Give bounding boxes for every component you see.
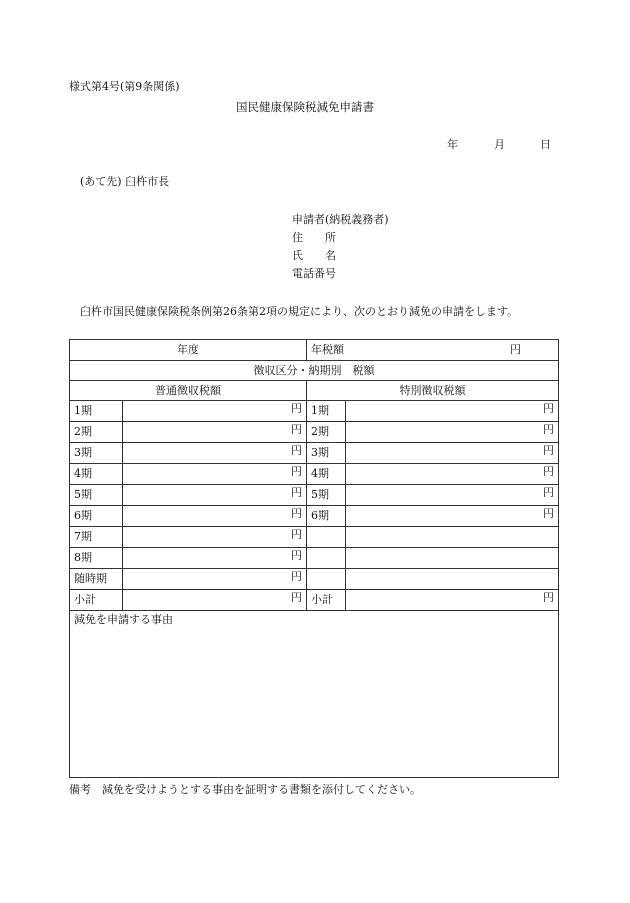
ordinary-period-amount[interactable] [123, 422, 307, 443]
special-period-amount[interactable] [346, 464, 559, 485]
special-period-amount[interactable] [346, 422, 559, 443]
date-year-label: 年 [447, 138, 458, 151]
special-period-label: 2期 [307, 422, 346, 443]
special-period-label: 4期 [307, 464, 346, 485]
special-period-yen: 円 [543, 486, 554, 499]
ordinary-period-label: 8期 [70, 548, 123, 569]
special-period-label: 3期 [307, 443, 346, 464]
special-period-amount[interactable] [346, 506, 559, 527]
annual-tax-yen: 円 [510, 343, 521, 356]
ordinary-period-amount[interactable] [123, 485, 307, 506]
special-period-amount[interactable] [346, 485, 559, 506]
fiscal-year-cell[interactable] [70, 340, 307, 361]
period-row [70, 464, 559, 485]
ordinary-period-label: 2期 [70, 422, 123, 443]
reduction-reason-field[interactable] [70, 611, 559, 778]
ordinary-period-yen: 円 [291, 549, 302, 562]
addressee: (あて先) 臼杵市長 [80, 175, 170, 188]
special-period-amount[interactable] [346, 569, 559, 590]
date-day-label: 日 [540, 138, 551, 151]
ordinary-period-yen: 円 [291, 423, 302, 436]
ordinary-period-yen: 円 [291, 528, 302, 541]
ordinary-period-label: 6期 [70, 506, 123, 527]
fiscal-year-label: 年度 [177, 343, 199, 356]
reduction-reason-label: 減免を申請する事由 [74, 613, 173, 626]
ordinary-subtotal-yen: 円 [291, 591, 302, 604]
ordinary-subtotal-label: 小計 [70, 590, 123, 611]
special-period-yen: 円 [543, 465, 554, 478]
fiscal-year-row [70, 340, 559, 361]
special-subtotal-label: 小計 [307, 590, 346, 611]
ordinary-period-amount[interactable] [123, 401, 307, 422]
special-period-amount[interactable] [346, 527, 559, 548]
special-period-amount[interactable] [346, 548, 559, 569]
special-period-label: 5期 [307, 485, 346, 506]
special-period-label [307, 527, 346, 548]
special-period-yen: 円 [543, 423, 554, 436]
applicant-phone-label: 電話番号 [292, 267, 336, 280]
remarks-note: 備考 減免を受けようとする事由を証明する書類を添付してください。 [69, 783, 421, 796]
ordinary-period-yen: 円 [291, 507, 302, 520]
ordinary-period-label: 1期 [70, 401, 123, 422]
period-row [70, 422, 559, 443]
special-period-label [307, 569, 346, 590]
period-row [70, 401, 559, 422]
ordinary-period-label: 7期 [70, 527, 123, 548]
period-row [70, 506, 559, 527]
ordinary-period-label: 4期 [70, 464, 123, 485]
special-period-yen: 円 [543, 402, 554, 415]
special-period-label: 6期 [307, 506, 346, 527]
ordinary-subtotal-amount[interactable] [123, 590, 307, 611]
ordinary-period-label: 3期 [70, 443, 123, 464]
period-row [70, 527, 559, 548]
special-period-yen: 円 [543, 507, 554, 520]
ordinary-period-amount[interactable] [123, 506, 307, 527]
period-row [70, 485, 559, 506]
annual-tax-label: 年税額 [311, 343, 344, 356]
special-subtotal-amount[interactable] [346, 590, 559, 611]
ordinary-period-label: 随時期 [70, 569, 123, 590]
applicant-name-label: 氏 名 [292, 249, 336, 262]
ordinary-period-yen: 円 [291, 402, 302, 415]
applicant-heading: 申請者(納税義務者) [292, 213, 389, 226]
ordinary-period-yen: 円 [291, 486, 302, 499]
ordinary-period-amount[interactable] [123, 443, 307, 464]
special-period-label [307, 548, 346, 569]
applicant-address-label: 住 所 [292, 231, 336, 244]
ordinary-period-yen: 円 [291, 570, 302, 583]
date-month-label: 月 [494, 138, 505, 151]
special-period-yen: 円 [543, 444, 554, 457]
ordinary-period-amount[interactable] [123, 548, 307, 569]
ordinary-period-amount[interactable] [123, 464, 307, 485]
tax-reduction-table [69, 339, 559, 778]
ordinary-period-amount[interactable] [123, 527, 307, 548]
ordinary-period-amount[interactable] [123, 569, 307, 590]
special-collection-header: 特別徴収税額 [307, 381, 559, 401]
period-row [70, 548, 559, 569]
special-period-label: 1期 [307, 401, 346, 422]
ordinary-collection-header: 普通徴収税額 [70, 381, 307, 401]
special-period-amount[interactable] [346, 443, 559, 464]
subtotal-row [70, 590, 559, 611]
period-row [70, 443, 559, 464]
annual-tax-cell[interactable] [307, 340, 559, 361]
ordinary-period-yen: 円 [291, 444, 302, 457]
special-subtotal-yen: 円 [543, 591, 554, 604]
period-row [70, 569, 559, 590]
application-statement: 臼杵市国民健康保険税条例第26条第2項の規定により、次のとおり減免の申請をします。 [80, 305, 519, 318]
breakdown-header: 徴収区分・納期別 税額 [70, 361, 559, 381]
special-period-amount[interactable] [346, 401, 559, 422]
ordinary-period-yen: 円 [291, 465, 302, 478]
ordinary-period-label: 5期 [70, 485, 123, 506]
form-number: 様式第4号(第9条関係) [69, 80, 180, 93]
document-title: 国民健康保険税減免申請書 [236, 100, 374, 114]
